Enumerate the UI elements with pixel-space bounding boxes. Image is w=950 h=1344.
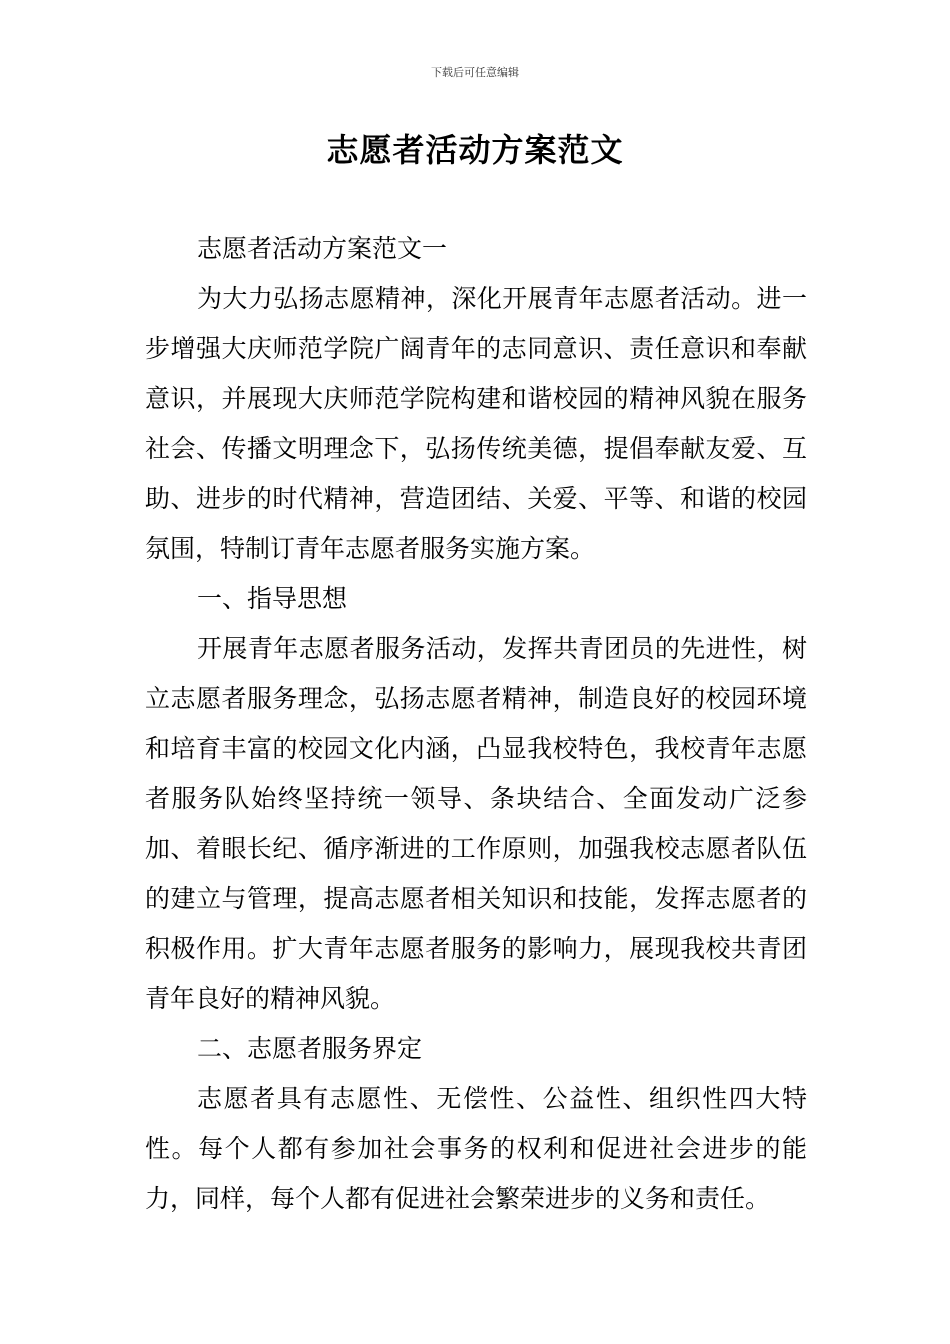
paragraph: 志愿者具有志愿性、无偿性、公益性、组织性四大特性。每个人都有参加社会事务的权利和促进社会进步的能力，同样，每个人都有促进社会繁荣进步的义务和责任。: [145, 1084, 807, 1213]
section-heading: 志愿者活动方案范文一: [197, 234, 448, 263]
paragraph: 开展青年志愿者服务活动，发挥共青团员的先进性，树立志愿者服务理念，弘扬志愿者精神，制造良好的校园环境和培育丰富的校园文化内涵，凸显我校特色，我校青年志愿者服务队始终坚持统一领导、条块结合、全面发动广泛参加、着眼长纪、循序渐进的工作原则，加强我校志愿者队伍的建立与管理，提高志愿者相关知识和技能，发挥志愿者的积极作用。扩大青年志愿者服务的影响力，展现我校共青团青年良好的精神风貌。: [145, 634, 807, 1013]
paragraph: 为大力弘扬志愿精神，深化开展青年志愿者活动。进一步增强大庆师范学院广阔青年的志同意识、责任意识和奉献意识，并展现大庆师范学院构建和谐校园的精神风貌在服务社会、传播文明理念下，弘扬传统美德，提倡奉献友爱、互助、进步的时代精神，营造团结、关爱、平等、和谐的校园氛围，特制订青年志愿者服务实施方案。: [145, 284, 807, 563]
section-heading: 一、指导思想: [197, 584, 348, 613]
header-note: 下载后可任意编辑: [431, 66, 519, 79]
document-title: 志愿者活动方案范文: [326, 131, 624, 169]
document-body: [145, 224, 807, 1224]
section-heading: 二、志愿者服务界定: [197, 1034, 423, 1063]
